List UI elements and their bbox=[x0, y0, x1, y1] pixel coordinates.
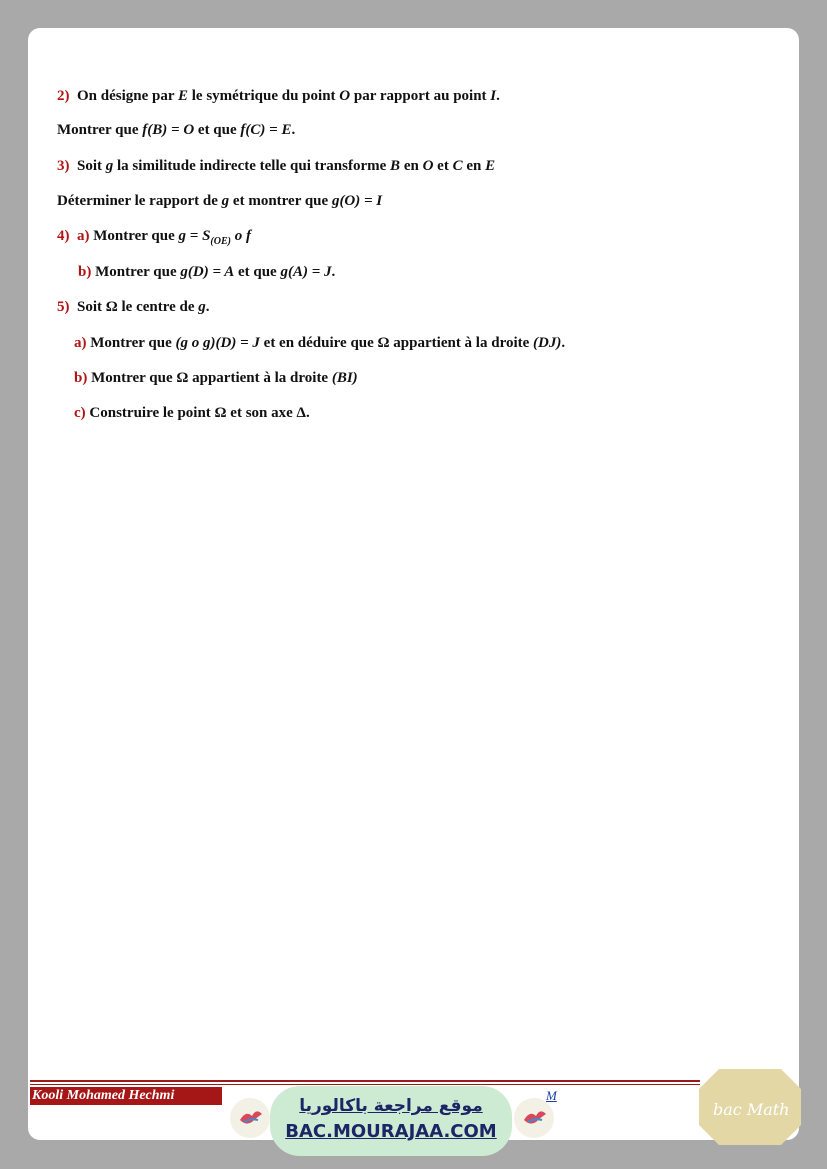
item-2-text: 2) On désigne par E le symétrique du point O par rapport au point I. bbox=[57, 88, 500, 104]
sub-label: a) bbox=[77, 228, 90, 244]
item-3-question: Déterminer le rapport de g et montrer que g(O) = I bbox=[57, 193, 383, 209]
item-number: 5) bbox=[57, 299, 70, 315]
item-number: 2) bbox=[57, 88, 70, 104]
sub-label: b) bbox=[78, 264, 92, 280]
item-4b: b) Montrer que g(D) = A et que g(A) = J. bbox=[78, 264, 336, 280]
item-5-text: 5) Soit Ω le centre de g. bbox=[57, 299, 210, 315]
bac-math-logo-icon bbox=[697, 1067, 803, 1147]
footer-rule bbox=[30, 1080, 700, 1082]
site-badge[interactable] bbox=[270, 1086, 512, 1156]
logo-text: bac Math bbox=[713, 1100, 790, 1119]
bird-logo-icon bbox=[514, 1098, 554, 1138]
badge-arabic-text: موقع مراجعة باكالوريا bbox=[299, 1096, 483, 1116]
item-5b: b) Montrer que Ω appartient à la droite (BI) bbox=[74, 370, 358, 386]
item-4a: 4) a) Montrer que $g = S_{(OE)}$ o f bbox=[57, 228, 251, 247]
item-5a: a) Montrer que (g o g)(D) = J et en déduire que Ω appartient à la droite (DJ). bbox=[74, 335, 566, 351]
item-2-question: Montrer que f(B) = O et que f(C) = E. bbox=[57, 122, 296, 138]
footer-author: Kooli Mohamed Hechmi bbox=[30, 1087, 222, 1105]
badge-url[interactable]: BAC.MOURAJAA.COM bbox=[285, 1121, 497, 1142]
sub-label: c) bbox=[74, 405, 86, 421]
bird-logo-icon bbox=[230, 1098, 270, 1138]
footer-rule-thin bbox=[30, 1084, 700, 1085]
sub-label: a) bbox=[74, 335, 87, 351]
item-number: 3) bbox=[57, 158, 70, 174]
sub-label: b) bbox=[74, 370, 88, 386]
item-3-text: 3) Soit g la similitude indirecte telle qui transforme B en O et C en E bbox=[57, 158, 496, 174]
item-5c: c) Construire le point Ω et son axe Δ. bbox=[74, 405, 310, 421]
item-number: 4) bbox=[57, 228, 70, 244]
footer-link[interactable]: M bbox=[546, 1088, 557, 1103]
